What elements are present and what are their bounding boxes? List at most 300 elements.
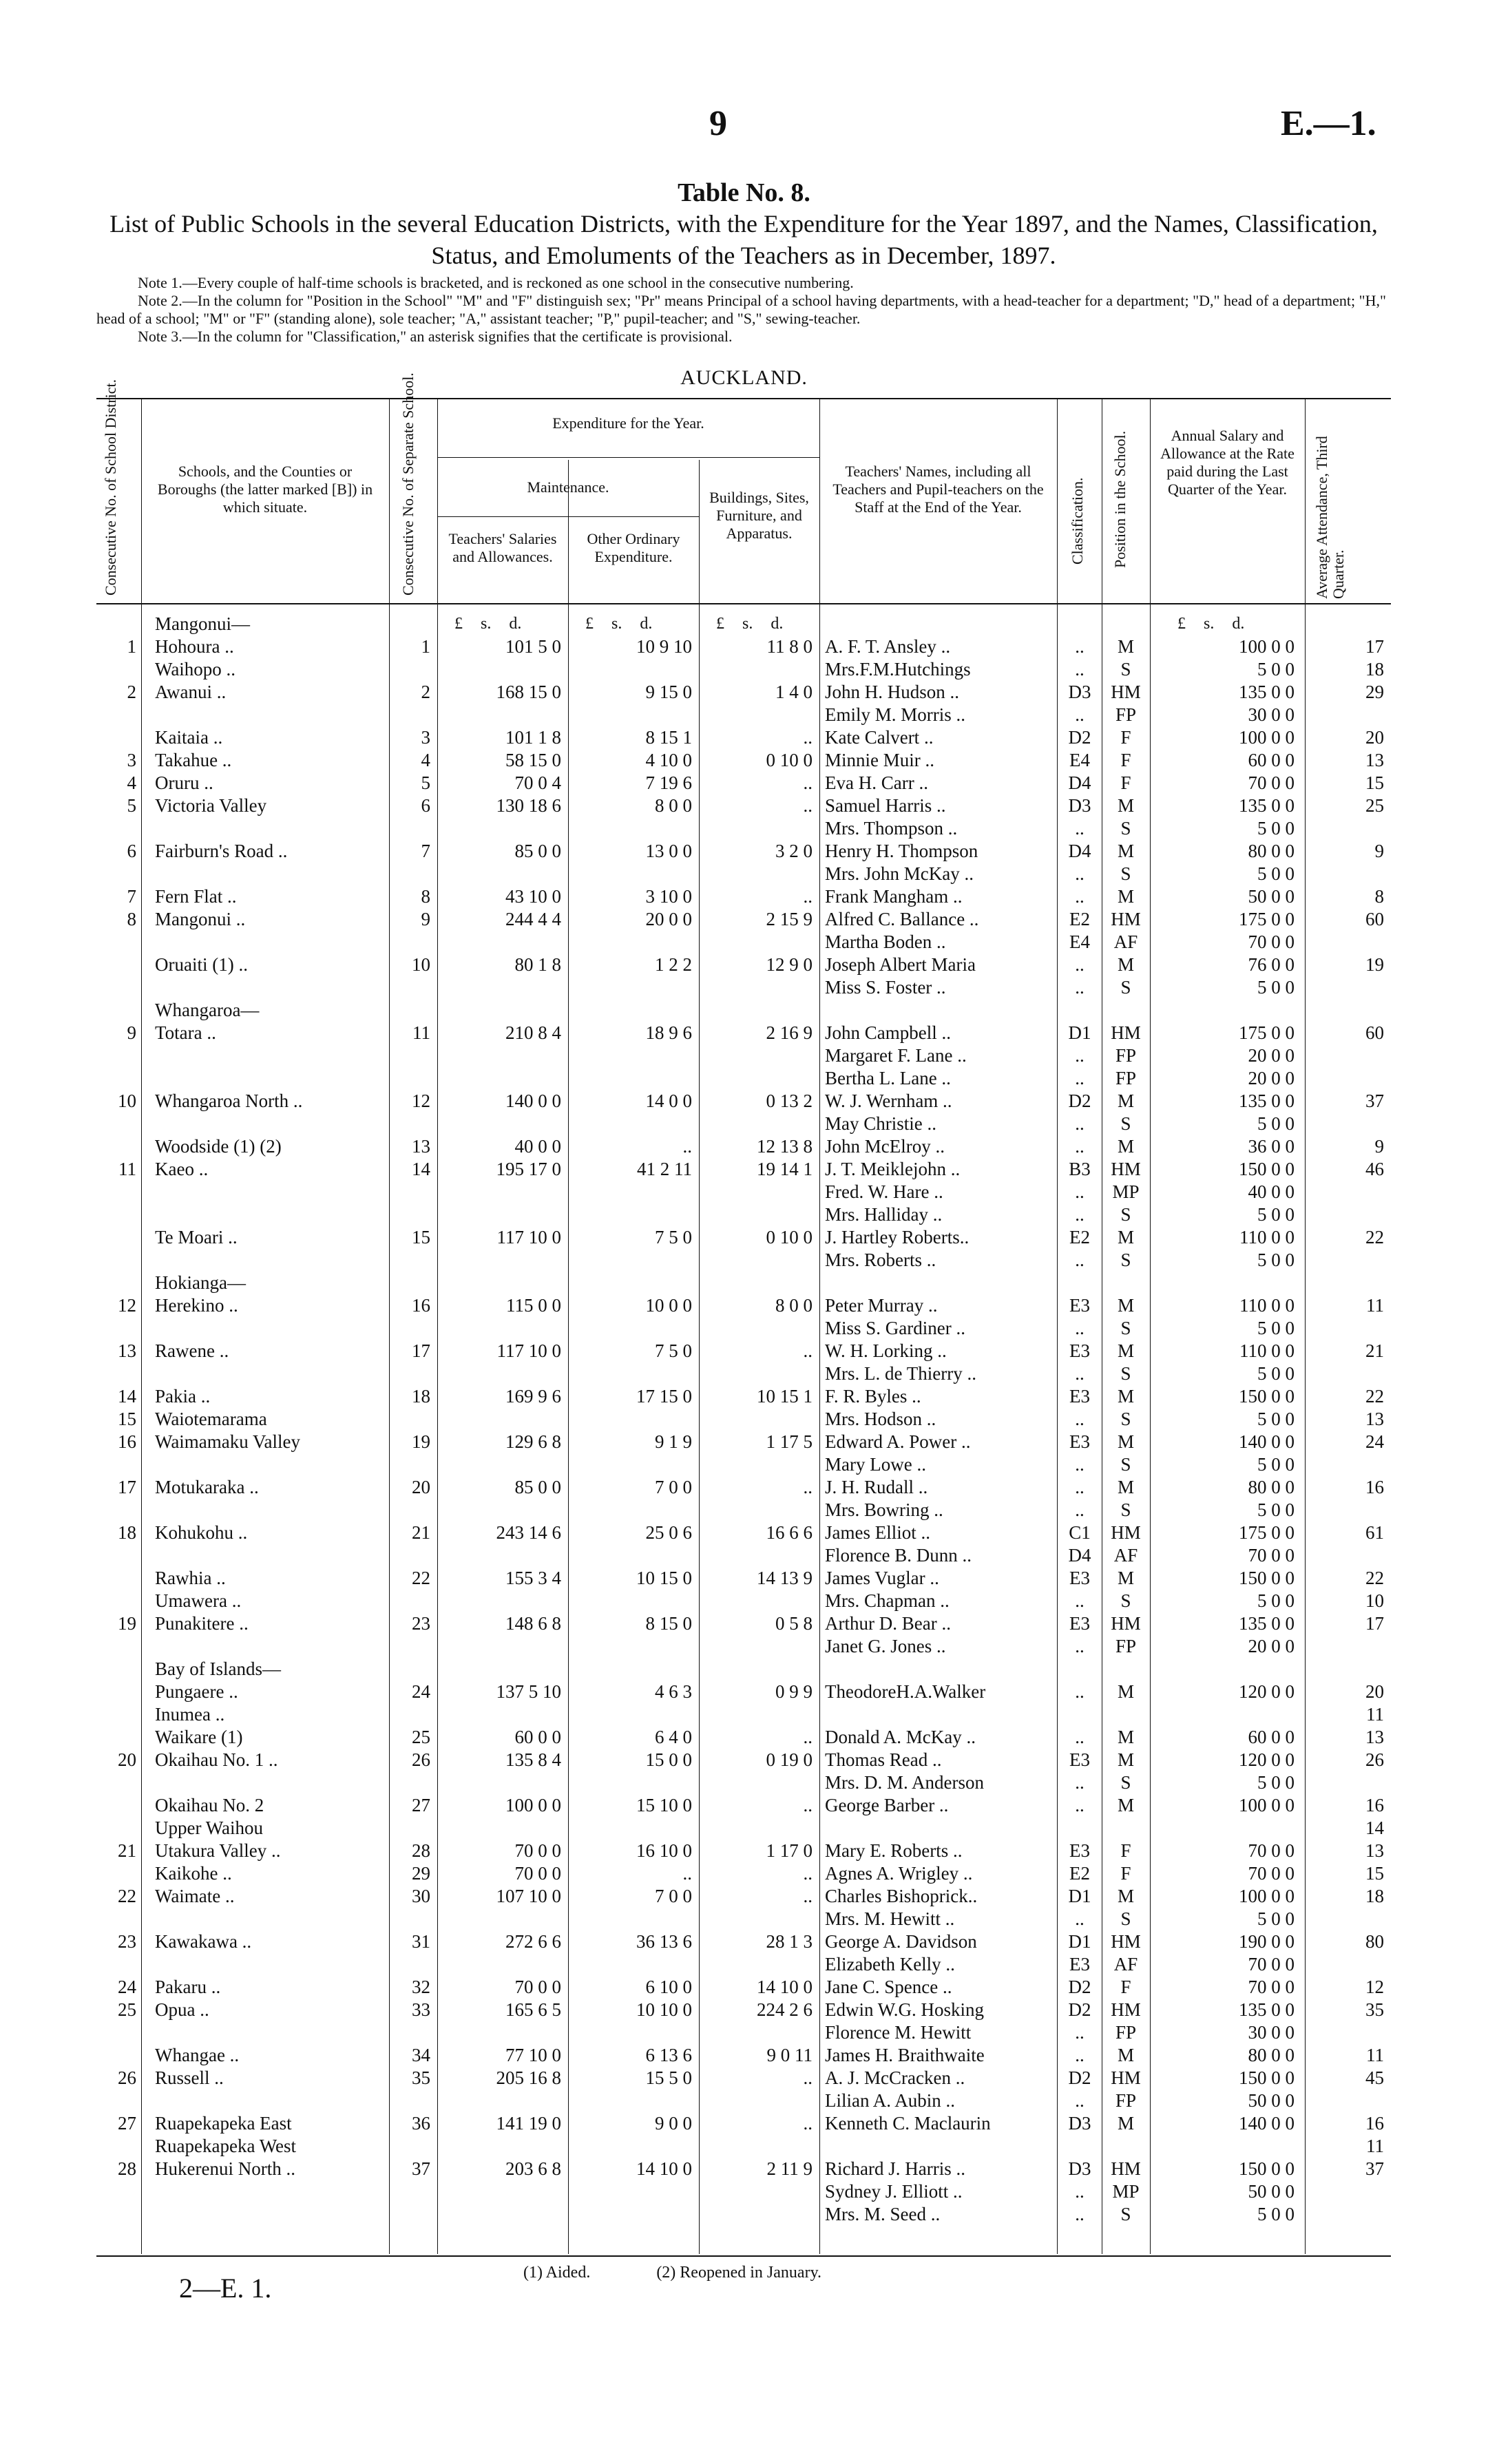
teacher-name: Jane C. Spence .. xyxy=(825,1977,952,1997)
classification: .. xyxy=(1075,2204,1084,2224)
teacher-name: Charles Bishoprick.. xyxy=(825,1886,978,1906)
classification: E4 xyxy=(1069,931,1090,952)
other-amount: 7 5 0 xyxy=(655,1227,692,1247)
classification: .. xyxy=(1075,659,1084,680)
salaries-amount: 169 9 6 xyxy=(505,1386,561,1407)
other-amount: 15 5 0 xyxy=(645,2067,692,2088)
district-number: 14 xyxy=(118,1386,136,1407)
classification: D2 xyxy=(1068,1091,1091,1111)
header-position: Position in the School. xyxy=(1111,430,1129,568)
position: S xyxy=(1120,1409,1131,1429)
teacher-name: Mrs. M. Hewitt .. xyxy=(825,1908,955,1929)
teacher-name: J. Hartley Roberts.. xyxy=(825,1227,970,1247)
school-name: Kawakawa .. xyxy=(155,1931,252,1952)
district-number: 16 xyxy=(118,1431,136,1452)
annual-salary: 50 0 0 xyxy=(1248,2090,1295,2111)
district-number: 10 xyxy=(118,1091,136,1111)
table-row xyxy=(96,1135,1391,1158)
classification: .. xyxy=(1075,2090,1084,2111)
teacher-name: Janet G. Jones .. xyxy=(825,1636,946,1656)
position: S xyxy=(1120,1113,1131,1134)
table-row xyxy=(96,1408,1391,1431)
attendance: 11 xyxy=(1366,1295,1384,1316)
table-row xyxy=(96,1681,1391,1703)
salaries-amount: 141 19 0 xyxy=(496,2113,561,2134)
buildings-amount: 0 10 0 xyxy=(766,1227,813,1247)
buildings-amount: .. xyxy=(803,2067,813,2088)
table-row xyxy=(96,2135,1391,2158)
position: S xyxy=(1120,1363,1131,1384)
salaries-amount: 70 0 4 xyxy=(514,772,561,793)
other-amount: 15 10 0 xyxy=(636,1795,692,1815)
school-name: Rawene .. xyxy=(155,1340,229,1361)
attendance: 20 xyxy=(1365,727,1384,748)
classification: D4 xyxy=(1068,841,1091,861)
teacher-name: John H. Hudson .. xyxy=(825,682,960,702)
table-row xyxy=(96,1362,1391,1385)
table-row xyxy=(96,931,1391,954)
table-row xyxy=(96,1726,1391,1749)
school-name: Whangae .. xyxy=(155,2045,240,2065)
table-row xyxy=(96,1317,1391,1340)
buildings-amount: 0 5 8 xyxy=(775,1613,813,1634)
school-name: Waimate .. xyxy=(155,1886,235,1906)
annual-salary: 150 0 0 xyxy=(1239,2158,1295,2179)
district-number: 24 xyxy=(118,1977,136,1997)
note-2: Note 2.—In the column for "Position in the School" "M" and "F" distinguish sex; "Pr" means Principal of a school having departments, with a head-teacher for a department; "D," head of a department; "H," head of a school; "M" or "F" (standing alone), sole teacher; "A," assistant teacher; "P," pupil-teacher; and "S," sewing-teacher. xyxy=(96,292,1386,327)
school-name: Woodside (1) (2) xyxy=(155,1136,282,1157)
table-row xyxy=(96,1044,1391,1067)
other-amount: 20 0 0 xyxy=(645,909,692,929)
school-name: Pungaere .. xyxy=(155,1681,238,1702)
annual-salary: 50 0 0 xyxy=(1248,886,1295,907)
position: FP xyxy=(1115,1636,1137,1656)
teacher-name: Edward A. Power .. xyxy=(825,1431,971,1452)
school-name: Kohukohu .. xyxy=(155,1522,248,1543)
classification: D4 xyxy=(1068,1545,1091,1566)
other-amount: 15 0 0 xyxy=(645,1749,692,1770)
attendance: 35 xyxy=(1365,1999,1384,2020)
district-number: 22 xyxy=(118,1886,136,1906)
teacher-name: Alfred C. Ballance .. xyxy=(825,909,979,929)
school-name: Pakia .. xyxy=(155,1386,211,1407)
table-row xyxy=(96,999,1391,1022)
school-name: Rawhia .. xyxy=(155,1568,226,1588)
district-number: 27 xyxy=(118,2113,136,2134)
buildings-amount: 8 0 0 xyxy=(775,1295,813,1316)
district-title: AUCKLAND. xyxy=(680,366,808,389)
annual-salary: 30 0 0 xyxy=(1248,2022,1295,2043)
table-row xyxy=(96,2067,1391,2089)
header-salaries: Teachers' Salaries and Allowances. xyxy=(448,530,557,565)
annual-salary: 135 0 0 xyxy=(1239,1999,1295,2020)
school-number: 35 xyxy=(412,2067,430,2088)
district-number: 5 xyxy=(127,795,136,816)
school-name: Okaihau No. 1 .. xyxy=(155,1749,278,1770)
position: HM xyxy=(1111,1522,1141,1543)
buildings-amount: .. xyxy=(803,1886,813,1906)
teacher-name: Mrs. Halliday .. xyxy=(825,1204,943,1225)
main-title: List of Public Schools in the several Education Districts, with the Expenditure for the Year 1897, and the Names, Classification, Status, and Emoluments of the Teachers as in December, 1897. xyxy=(109,210,1378,269)
attendance: 11 xyxy=(1366,2045,1384,2065)
other-amount: 7 0 0 xyxy=(655,1477,692,1497)
position: FP xyxy=(1115,1068,1137,1088)
other-amount: 14 0 0 xyxy=(645,1091,692,1111)
currency-unit-pounds: £ xyxy=(454,615,463,633)
position: FP xyxy=(1115,1045,1137,1066)
table-row xyxy=(96,1976,1391,1999)
school-name: Utakura Valley .. xyxy=(155,1840,281,1861)
table-title: Table No. 8. xyxy=(678,178,810,207)
currency-unit-shillings: s. xyxy=(611,615,622,633)
table-row xyxy=(96,2021,1391,2044)
table-row xyxy=(96,794,1391,817)
attendance: 11 xyxy=(1366,1704,1384,1725)
table-row xyxy=(96,1249,1391,1272)
school-name: Hokianga— xyxy=(155,1272,246,1293)
classification: .. xyxy=(1075,863,1084,884)
annual-salary: 5 0 0 xyxy=(1257,1363,1295,1384)
position: F xyxy=(1120,1863,1131,1884)
table-row xyxy=(96,1794,1391,1817)
classification: D3 xyxy=(1068,795,1091,816)
classification: .. xyxy=(1075,2181,1084,2202)
teacher-name: Minnie Muir .. xyxy=(825,750,934,770)
header-buildings: Buildings, Sites, Furniture, and Apparatus. xyxy=(709,489,809,542)
school-number: 22 xyxy=(412,1568,430,1588)
position: S xyxy=(1120,1318,1131,1338)
school-number: 34 xyxy=(412,2045,430,2065)
attendance: 10 xyxy=(1365,1590,1384,1611)
teacher-name: Mrs. John McKay .. xyxy=(825,863,974,884)
table-row xyxy=(96,681,1391,704)
classification: .. xyxy=(1075,1636,1084,1656)
salaries-amount: 58 15 0 xyxy=(505,750,561,770)
district-number: 2 xyxy=(127,682,136,702)
teacher-name: Emily M. Morris .. xyxy=(825,704,966,725)
school-number: 9 xyxy=(421,909,430,929)
position: MP xyxy=(1112,2181,1140,2202)
school-number: 29 xyxy=(412,1863,430,1884)
table-row xyxy=(96,1930,1391,1953)
buildings-amount: 14 13 9 xyxy=(757,1568,813,1588)
other-amount: 10 15 0 xyxy=(636,1568,692,1588)
school-number: 21 xyxy=(412,1522,430,1543)
buildings-amount: 14 10 0 xyxy=(757,1977,813,1997)
buildings-amount: 0 19 0 xyxy=(766,1749,813,1770)
other-amount: 6 13 6 xyxy=(645,2045,692,2065)
table-row xyxy=(96,1999,1391,2021)
district-number: 19 xyxy=(118,1613,136,1634)
other-amount: 7 5 0 xyxy=(655,1340,692,1361)
buildings-amount: 2 11 9 xyxy=(766,2158,813,2179)
school-name: Bay of Islands— xyxy=(155,1659,281,1679)
table-row xyxy=(96,1749,1391,1771)
buildings-amount: .. xyxy=(803,1727,813,1747)
school-number: 8 xyxy=(421,886,430,907)
other-amount: 4 10 0 xyxy=(645,750,692,770)
teacher-name: Thomas Read .. xyxy=(825,1749,942,1770)
header-classification: Classification. xyxy=(1069,477,1086,565)
school-name: Ruapekapeka West xyxy=(155,2136,297,2156)
attendance: 16 xyxy=(1365,2113,1384,2134)
table-row xyxy=(96,704,1391,726)
school-name: Russell .. xyxy=(155,2067,224,2088)
school-number: 2 xyxy=(421,682,430,702)
position: AF xyxy=(1113,931,1138,952)
footnotes xyxy=(523,2264,883,2282)
position: M xyxy=(1117,1681,1134,1702)
classification: D1 xyxy=(1068,1022,1091,1043)
classification: .. xyxy=(1075,1181,1084,1202)
annual-salary: 5 0 0 xyxy=(1257,1590,1295,1611)
attendance: 22 xyxy=(1365,1386,1384,1407)
note-1: Note 1.—Every couple of half-time schools is bracketed, and is reckoned as one school in the consecutive numbering. xyxy=(138,274,854,291)
position: M xyxy=(1117,1091,1134,1111)
school-name: Waimamaku Valley xyxy=(155,1431,301,1452)
teacher-name: Mrs. M. Seed .. xyxy=(825,2204,941,2224)
position: S xyxy=(1120,1772,1131,1793)
header-teachers: Teachers' Names, including all Teachers and Pupil-teachers on the Staff at the End of the Year. xyxy=(832,463,1044,516)
table-row xyxy=(96,1499,1391,1521)
attendance: 61 xyxy=(1365,1522,1384,1543)
salaries-amount: 77 10 0 xyxy=(505,2045,561,2065)
annual-salary: 135 0 0 xyxy=(1239,682,1295,702)
district-number: 11 xyxy=(118,1159,136,1179)
classification: .. xyxy=(1075,704,1084,725)
annual-salary: 5 0 0 xyxy=(1257,1908,1295,1929)
attendance: 45 xyxy=(1365,2067,1384,2088)
classification: .. xyxy=(1075,1681,1084,1702)
classification: D2 xyxy=(1068,2067,1091,2088)
table-row xyxy=(96,749,1391,772)
school-number: 15 xyxy=(412,1227,430,1247)
other-amount: 13 0 0 xyxy=(645,841,692,861)
buildings-amount: .. xyxy=(803,886,813,907)
other-amount: 9 15 0 xyxy=(645,682,692,702)
annual-salary: 175 0 0 xyxy=(1239,1022,1295,1043)
position: S xyxy=(1120,1204,1131,1225)
attendance: 13 xyxy=(1365,750,1384,770)
position: S xyxy=(1120,1908,1131,1929)
footer-rule xyxy=(96,2255,1391,2257)
table-row xyxy=(96,1612,1391,1635)
annual-salary: 175 0 0 xyxy=(1239,1522,1295,1543)
school-number: 4 xyxy=(421,750,430,770)
attendance: 16 xyxy=(1365,1795,1384,1815)
school-name: Okaihau No. 2 xyxy=(155,1795,264,1815)
district-number: 15 xyxy=(118,1409,136,1429)
school-number: 16 xyxy=(412,1295,430,1316)
position: M xyxy=(1117,1295,1134,1316)
attendance: 18 xyxy=(1365,659,1384,680)
position: F xyxy=(1120,772,1131,793)
district-number: 26 xyxy=(118,2067,136,2088)
salaries-amount: 210 8 4 xyxy=(505,1022,561,1043)
teacher-name: Mrs. L. de Thierry .. xyxy=(825,1363,976,1384)
other-amount: .. xyxy=(682,1136,692,1157)
attendance: 20 xyxy=(1365,1681,1384,1702)
district-number: 3 xyxy=(127,750,136,770)
teacher-name: Arthur D. Bear .. xyxy=(825,1613,951,1634)
school-name: Fern Flat .. xyxy=(155,886,237,907)
teacher-name: John McElroy .. xyxy=(825,1136,945,1157)
position: MP xyxy=(1112,1181,1140,1202)
teacher-name: Mary E. Roberts .. xyxy=(825,1840,963,1861)
school-name: Oruru .. xyxy=(155,772,213,793)
teacher-name: Florence B. Dunn .. xyxy=(825,1545,972,1566)
table-row xyxy=(96,1908,1391,1930)
salaries-amount: 272 6 6 xyxy=(505,1931,561,1952)
position: S xyxy=(1120,977,1131,998)
annual-salary: 100 0 0 xyxy=(1239,1886,1295,1906)
attendance: 18 xyxy=(1365,1886,1384,1906)
school-number: 32 xyxy=(412,1977,430,1997)
annual-salary: 5 0 0 xyxy=(1257,1409,1295,1429)
district-number: 17 xyxy=(118,1477,136,1497)
buildings-amount: 9 0 11 xyxy=(766,2045,813,2065)
other-amount: 10 10 0 xyxy=(636,1999,692,2020)
district-number: 18 xyxy=(118,1522,136,1543)
position: HM xyxy=(1111,909,1141,929)
annual-salary: 100 0 0 xyxy=(1239,1795,1295,1815)
school-name: Opua .. xyxy=(155,1999,209,2020)
buildings-amount: 0 10 0 xyxy=(766,750,813,770)
district-number: 9 xyxy=(127,1022,136,1043)
teacher-name: Richard J. Harris .. xyxy=(825,2158,965,2179)
school-name: Kaitaia .. xyxy=(155,727,223,748)
other-amount: 9 1 9 xyxy=(655,1431,692,1452)
annual-salary: 30 0 0 xyxy=(1248,704,1295,725)
buildings-amount: 0 9 9 xyxy=(775,1681,813,1702)
attendance: 16 xyxy=(1365,1477,1384,1497)
table-row xyxy=(96,885,1391,908)
salaries-amount: 243 14 6 xyxy=(496,1522,561,1543)
position: HM xyxy=(1111,1931,1141,1952)
position: S xyxy=(1120,818,1131,839)
school-name: Motukaraka .. xyxy=(155,1477,259,1497)
annual-salary: 100 0 0 xyxy=(1239,727,1295,748)
attendance: 25 xyxy=(1365,795,1384,816)
attendance: 9 xyxy=(1374,841,1384,861)
teacher-name: May Christie .. xyxy=(825,1113,936,1134)
annual-salary: 20 0 0 xyxy=(1248,1636,1295,1656)
classification: E3 xyxy=(1069,1749,1090,1770)
teacher-name: Eva H. Carr .. xyxy=(825,772,928,793)
salaries-amount: 244 4 4 xyxy=(505,909,561,929)
table-row xyxy=(96,2089,1391,2112)
position: M xyxy=(1117,886,1134,907)
salaries-amount: 101 1 8 xyxy=(505,727,561,748)
classification: .. xyxy=(1075,1113,1084,1134)
position: HM xyxy=(1111,1613,1141,1634)
currency-unit-pence: d. xyxy=(509,615,522,633)
attendance: 11 xyxy=(1366,2136,1384,2156)
teacher-name: W. J. Wernham .. xyxy=(825,1091,952,1111)
position: S xyxy=(1120,1590,1131,1611)
classification: D2 xyxy=(1068,1977,1091,1997)
other-amount: .. xyxy=(682,1863,692,1884)
school-name: Kaikohe .. xyxy=(155,1863,232,1884)
position: S xyxy=(1120,863,1131,884)
salaries-amount: 205 16 8 xyxy=(496,2067,561,2088)
school-number: 26 xyxy=(412,1749,430,1770)
annual-salary: 70 0 0 xyxy=(1248,772,1295,793)
table-row xyxy=(96,1067,1391,1090)
header-attendance: Average Attendance, Third Quarter. xyxy=(1313,436,1347,599)
salaries-amount: 203 6 8 xyxy=(505,2158,561,2179)
table-row xyxy=(96,1226,1391,1249)
table-row xyxy=(96,1113,1391,1135)
table-row xyxy=(96,908,1391,931)
buildings-amount: .. xyxy=(803,1863,813,1884)
table-row xyxy=(96,2158,1391,2180)
annual-salary: 135 0 0 xyxy=(1239,1613,1295,1634)
annual-salary: 70 0 0 xyxy=(1248,1954,1295,1975)
attendance: 60 xyxy=(1365,909,1384,929)
school-number: 7 xyxy=(421,841,430,861)
salaries-amount: 85 0 0 xyxy=(514,841,561,861)
table-row xyxy=(96,613,1391,635)
annual-salary: 110 0 0 xyxy=(1239,1340,1295,1361)
annual-salary: 5 0 0 xyxy=(1257,818,1295,839)
currency-units xyxy=(1177,613,1281,635)
teacher-name: J. H. Rudall .. xyxy=(825,1477,928,1497)
school-name: Mangonui— xyxy=(155,613,250,634)
school-number: 3 xyxy=(421,727,430,748)
annual-salary: 5 0 0 xyxy=(1257,1772,1295,1793)
other-amount: 7 0 0 xyxy=(655,1886,692,1906)
position: FP xyxy=(1115,2022,1137,2043)
classification: .. xyxy=(1075,636,1084,657)
teacher-name: Agnes A. Wrigley .. xyxy=(825,1863,973,1884)
table-row xyxy=(96,1590,1391,1612)
position: M xyxy=(1117,795,1134,816)
school-number: 37 xyxy=(412,2158,430,2179)
classification: E2 xyxy=(1069,1227,1090,1247)
teacher-name: F. R. Byles .. xyxy=(825,1386,921,1407)
annual-salary: 70 0 0 xyxy=(1248,1545,1295,1566)
school-name: Upper Waihou xyxy=(155,1818,264,1838)
classification: .. xyxy=(1075,954,1084,975)
classification: .. xyxy=(1075,818,1084,839)
buildings-amount: 0 13 2 xyxy=(766,1091,813,1111)
school-name: Awanui .. xyxy=(155,682,227,702)
table-row xyxy=(96,954,1391,976)
classification: D2 xyxy=(1068,1999,1091,2020)
position: S xyxy=(1120,2204,1131,2224)
position: S xyxy=(1120,659,1131,680)
annual-salary: 5 0 0 xyxy=(1257,1318,1295,1338)
annual-salary: 40 0 0 xyxy=(1248,1181,1295,1202)
attendance: 22 xyxy=(1365,1227,1384,1247)
school-name: Oruaiti (1) .. xyxy=(155,954,248,975)
salaries-amount: 80 1 8 xyxy=(514,954,561,975)
table-row xyxy=(96,2180,1391,2203)
table-row xyxy=(96,1203,1391,1226)
teacher-name: J. T. Meiklejohn .. xyxy=(825,1159,961,1179)
header-other: Other Ordinary Expenditure. xyxy=(587,530,680,565)
district-number: 25 xyxy=(118,1999,136,2020)
teacher-name: Mrs. Chapman .. xyxy=(825,1590,950,1611)
sheet-reference: 2—E. 1. xyxy=(179,2273,272,2304)
annual-salary: 5 0 0 xyxy=(1257,1454,1295,1475)
attendance: 19 xyxy=(1365,954,1384,975)
buildings-amount: .. xyxy=(803,1477,813,1497)
table-row xyxy=(96,658,1391,681)
currency-units xyxy=(585,613,689,635)
classification: .. xyxy=(1075,1727,1084,1747)
